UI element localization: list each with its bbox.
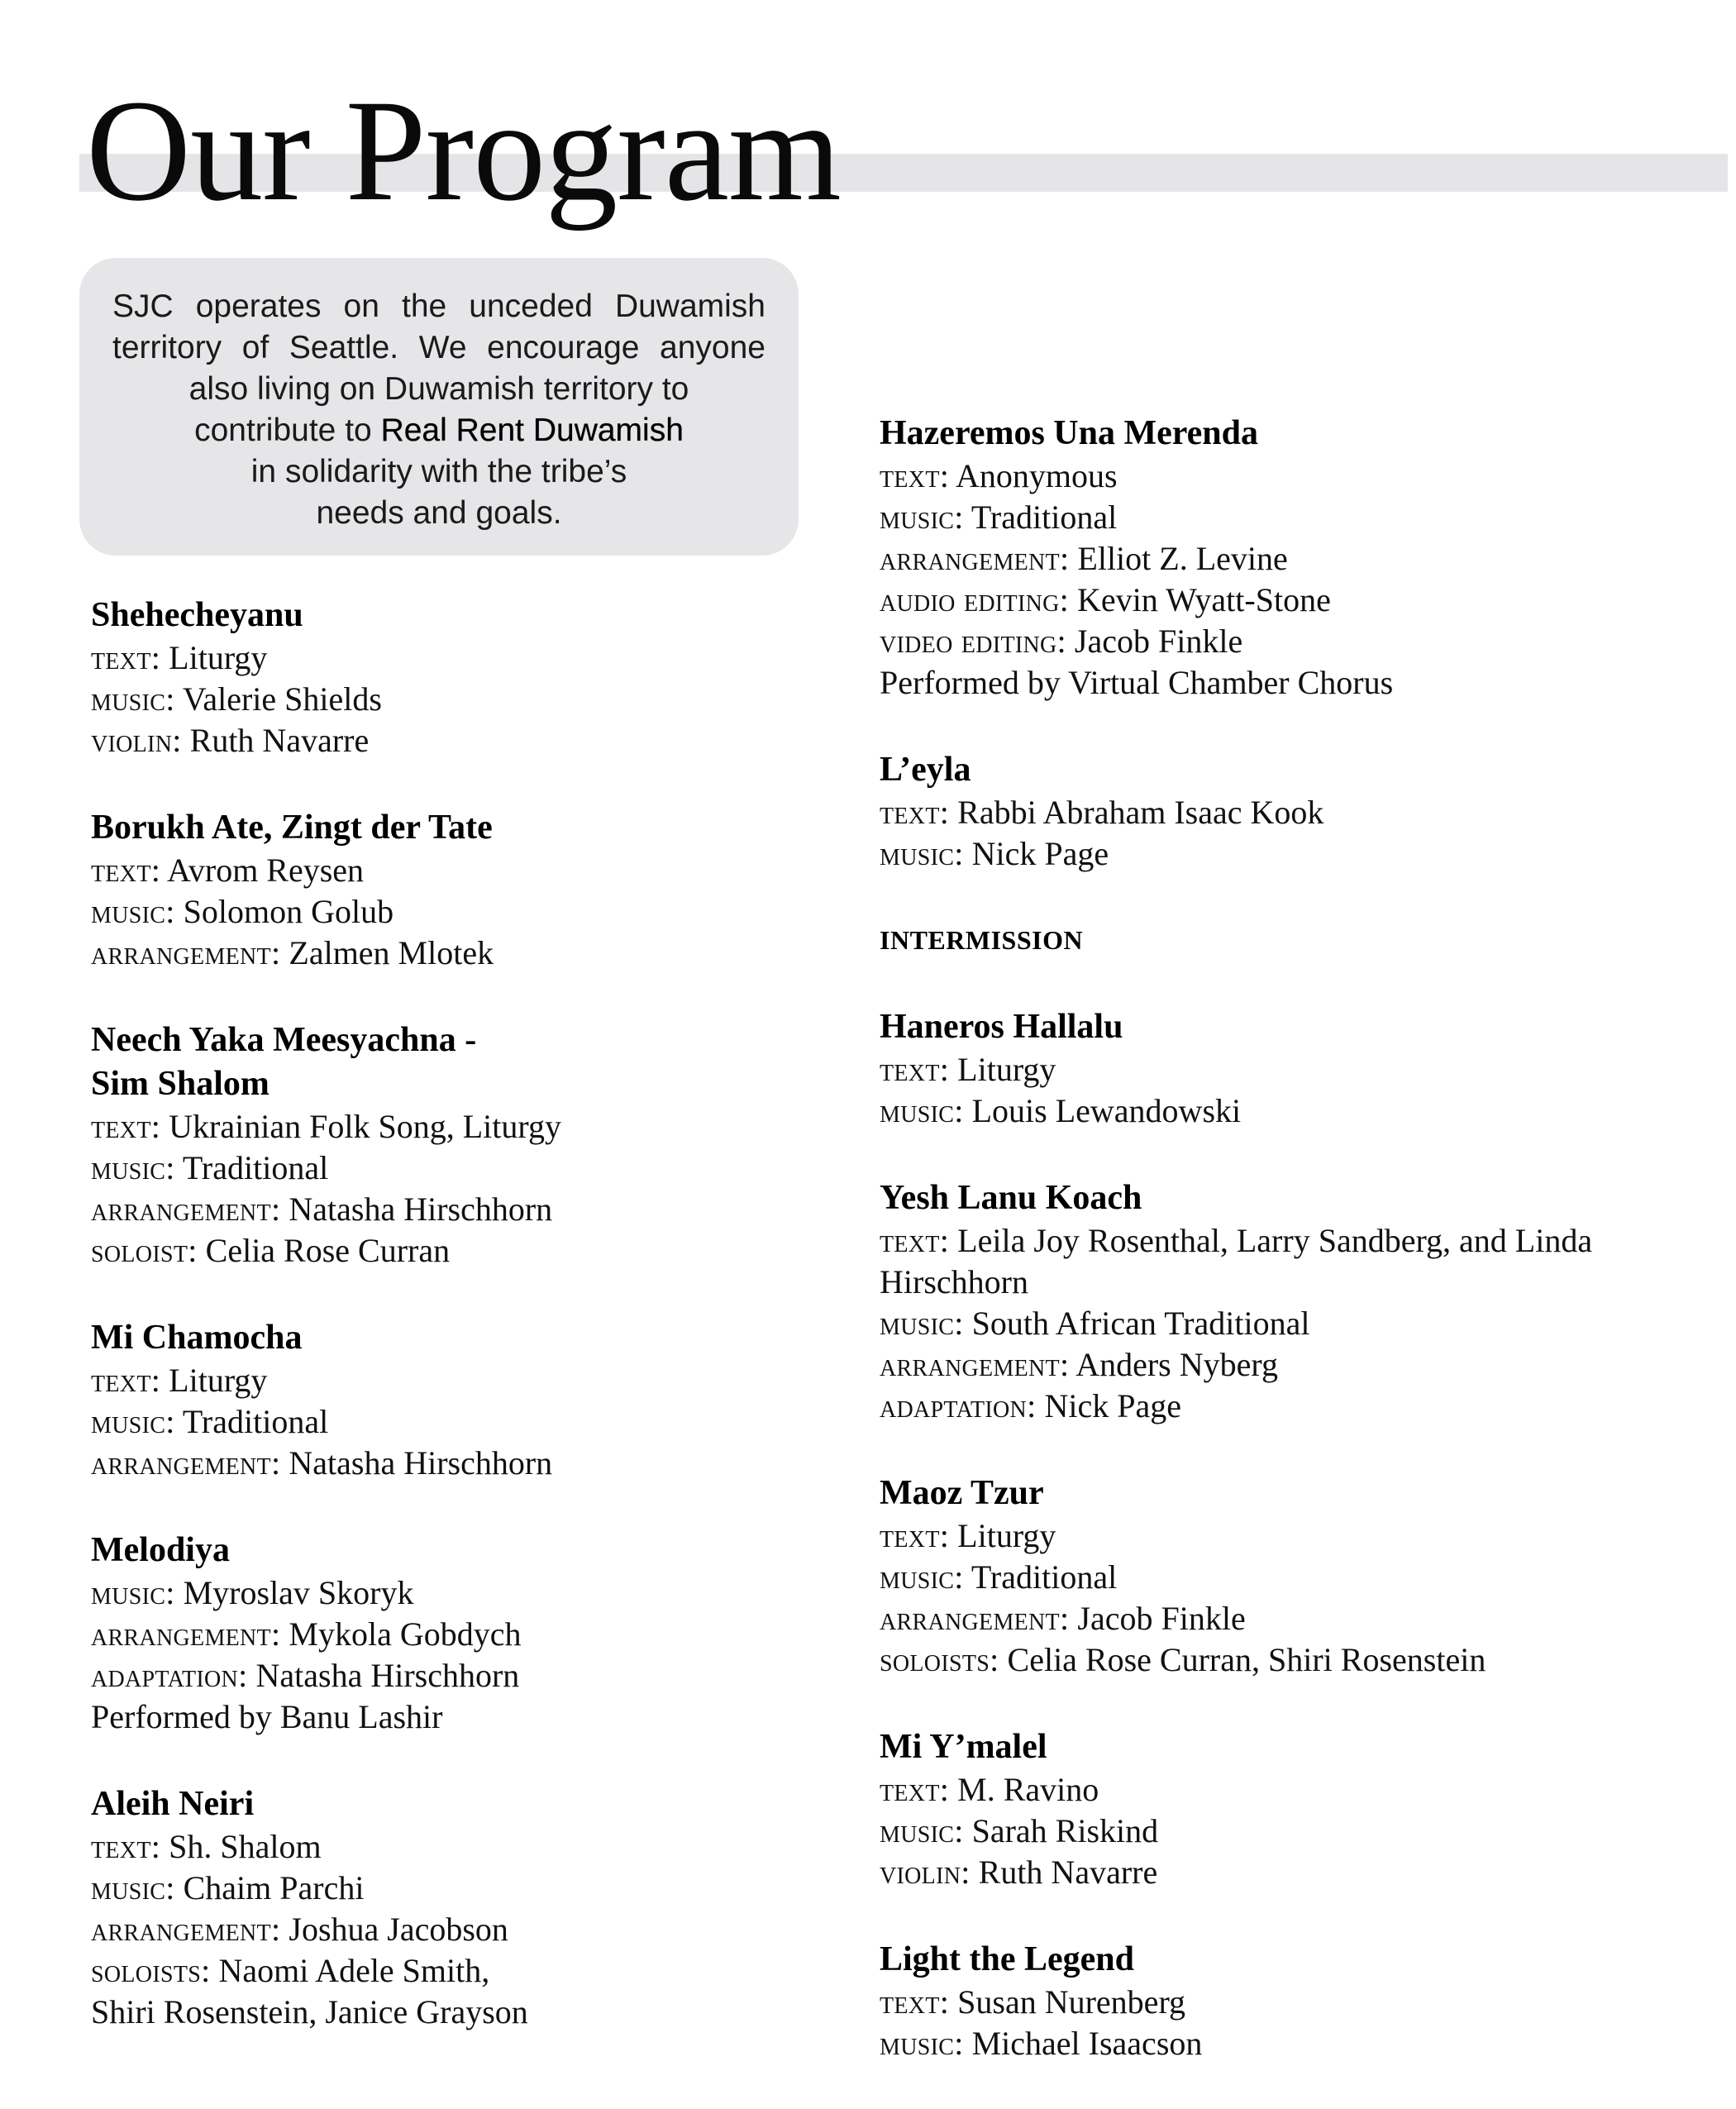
program-piece (91, 806, 670, 974)
credit-line (91, 1614, 670, 1655)
program-piece (91, 1782, 670, 2033)
credit-line (880, 538, 1715, 580)
credit-role: music: (91, 1574, 175, 1611)
credit-role: music: (91, 680, 175, 718)
program-piece (880, 412, 1715, 704)
land-ack-line: in solidarity with the tribe’s (250, 454, 627, 489)
piece-title: Yesh Lanu Koach (880, 1179, 1142, 1217)
program-column-left (91, 594, 670, 2078)
credit-line (91, 1909, 670, 1950)
credit-role: text: (91, 852, 161, 889)
credit-name: Traditional (182, 1403, 329, 1440)
credit-line (880, 1515, 1715, 1557)
credit-role: music: (880, 1092, 964, 1129)
credit-role: music: (880, 2025, 964, 2062)
credit-line (880, 1811, 1715, 1852)
credit-line (880, 1303, 1715, 1344)
credit-role: text: (880, 1222, 950, 1259)
credit-role: music: (91, 1149, 175, 1186)
credit-line (91, 1826, 670, 1868)
credit-line (880, 792, 1715, 833)
credit-role: music: (91, 1403, 175, 1440)
piece-title: Aleih Neiri (91, 1785, 255, 1823)
credit-name: Natasha Hirschhorn (255, 1657, 520, 1694)
credit-line (880, 456, 1715, 497)
piece-title: Borukh Ate, Zingt der Tate (91, 809, 493, 847)
credit-role: arrangement: (880, 1346, 1070, 1383)
land-acknowledgement (79, 258, 799, 556)
credit-line (880, 1769, 1715, 1811)
credit-role: arrangement: (91, 1444, 281, 1482)
program-piece (880, 1725, 1715, 1893)
credit-line (91, 933, 670, 974)
program-piece (880, 1005, 1715, 1132)
program-piece (880, 1472, 1715, 1681)
piece-title: Neech Yaka Meesyachna - (91, 1021, 477, 1059)
credit-line (880, 1982, 1715, 2023)
credit-line (91, 850, 670, 891)
land-ack-line: SJC operates on the unceded Duwamish (112, 289, 765, 324)
credit-name: Liturgy (957, 1051, 1056, 1088)
credit-line (91, 891, 670, 933)
credit-name: Traditional (182, 1149, 329, 1186)
credit-name: Jacob Finkle (1074, 623, 1243, 660)
credit-role: text: (880, 457, 950, 494)
program-piece (91, 1529, 670, 1738)
program-piece (91, 1316, 670, 1484)
credit-name: Michael Isaacson (971, 2025, 1203, 2062)
credit-name: Nick Page (1044, 1387, 1182, 1424)
credit-role: text: (880, 1051, 950, 1088)
credit-role: arrangement: (91, 1911, 281, 1948)
credit-role: arrangement: (91, 1190, 281, 1228)
credit-name: Myroslav Skoryk (183, 1574, 414, 1611)
credit-name: Joshua Jacobson (289, 1911, 508, 1948)
credit-name: Anonymous (955, 457, 1118, 494)
credit-name: Liturgy (957, 1517, 1056, 1554)
credit-name: Traditional (971, 1558, 1118, 1596)
credit-name: Sarah Riskind (971, 1812, 1159, 1849)
credit-role: soloist: (91, 1232, 198, 1269)
credit-name: Nick Page (971, 835, 1109, 872)
credit-name: Rabbi Abraham Isaac Kook (957, 794, 1324, 831)
credit-role: music: (91, 893, 175, 930)
credit-role: music: (880, 1558, 964, 1596)
program-piece (880, 1938, 1715, 2064)
credit-role: arrangement: (880, 540, 1070, 577)
page-title: Our Program (86, 70, 841, 231)
credit-role: text: (880, 1517, 950, 1554)
credit-line (880, 1557, 1715, 1598)
credit-name: Natasha Hirschhorn (289, 1444, 553, 1482)
credit-name: Leila Joy Rosenthal, Larry Sandberg, and Linda Hirschhorn (880, 1222, 1593, 1300)
credit-name: Elliot Z. Levine (1077, 540, 1288, 577)
program-piece (91, 1019, 670, 1272)
credit-line (91, 1360, 670, 1401)
land-ack-text: contribute to (194, 413, 372, 448)
credit-line (880, 1639, 1715, 1681)
credit-role: music: (880, 1812, 964, 1849)
credit-role: adaptation: (880, 1387, 1037, 1424)
credit-line (91, 1655, 670, 1696)
credit-role: arrangement: (880, 1600, 1070, 1637)
credit-line (91, 1148, 670, 1189)
land-ack-line (112, 410, 765, 451)
credit-role: text: (91, 1828, 161, 1865)
piece-title: Haneros Hallalu (880, 1008, 1123, 1046)
performer-note: Performed by Banu Lashir (91, 1698, 443, 1735)
credit-name: Kevin Wyatt-Stone (1077, 581, 1331, 618)
credit-role: text: (91, 1108, 161, 1145)
credit-name: Zalmen Mlotek (289, 934, 494, 971)
piece-title: Sim Shalom (91, 1065, 269, 1103)
credit-name: Mykola Gobdych (289, 1615, 522, 1653)
credit-name: Jacob Finkle (1077, 1600, 1246, 1637)
credit-name: Liturgy (169, 1362, 268, 1399)
credit-line (91, 1868, 670, 1909)
credit-name: Traditional (971, 499, 1118, 536)
program-column-right (880, 412, 1715, 2109)
land-ack-line: also living on Duwamish territory to (188, 371, 689, 407)
credit-line (880, 833, 1715, 875)
credit-name: Sh. Shalom (169, 1828, 322, 1865)
credit-name: Ukrainian Folk Song, Liturgy (169, 1108, 561, 1145)
credit-name: Susan Nurenberg (957, 1983, 1186, 2021)
credit-line (880, 1852, 1715, 1893)
credit-name: Anders Nyberg (1075, 1346, 1278, 1383)
piece-title: Maoz Tzur (880, 1474, 1044, 1512)
credit-role: text: (880, 1771, 950, 1808)
performer-note: Shiri Rosenstein, Janice Grayson (91, 1993, 528, 2030)
credit-role: music: (880, 1305, 964, 1342)
credit-name: Valerie Shields (182, 680, 382, 718)
intermission-label: INTERMISSION (880, 925, 1084, 955)
land-ack-line: territory of Seattle. We encourage anyone (112, 330, 765, 365)
credit-name: Celia Rose Curran, Shiri Rosenstein (1007, 1641, 1486, 1678)
credit-line (880, 1598, 1715, 1639)
piece-title: Mi Y’malel (880, 1728, 1047, 1766)
credit-name: Liturgy (169, 639, 268, 676)
credit-line (91, 1950, 670, 1992)
credit-role: violin: (91, 722, 182, 759)
credit-role: arrangement: (91, 1615, 281, 1653)
program-piece (880, 748, 1715, 875)
land-ack-line: needs and goals. (316, 495, 562, 531)
credit-role: violin: (880, 1854, 971, 1891)
credit-line (91, 720, 670, 761)
credit-line (91, 1230, 670, 1272)
credit-role: text: (91, 1362, 161, 1399)
credit-line (880, 497, 1715, 538)
credit-name: Celia Rose Curran (205, 1232, 451, 1269)
credit-line (91, 1443, 670, 1484)
credit-line (880, 580, 1715, 621)
piece-title: Shehecheyanu (91, 596, 303, 634)
credit-line (880, 1386, 1715, 1427)
piece-title: Melodiya (91, 1531, 230, 1569)
credit-role: video editing: (880, 623, 1066, 660)
real-rent-duwamish-link[interactable]: Real Rent Duwamish (380, 413, 684, 448)
credit-name: Avrom Reysen (166, 852, 365, 889)
credit-line (880, 1344, 1715, 1386)
credit-name: Louis Lewandowski (971, 1092, 1242, 1129)
credit-role: music: (880, 835, 964, 872)
credit-role: audio editing: (880, 581, 1070, 618)
credit-line (91, 1106, 670, 1148)
program-piece (880, 1176, 1715, 1427)
credit-line (880, 621, 1715, 662)
credit-name: M. Ravino (957, 1771, 1099, 1808)
credit-name: Natasha Hirschhorn (289, 1190, 553, 1228)
credit-line (880, 1049, 1715, 1090)
credit-line (91, 679, 670, 720)
credit-line (91, 637, 670, 679)
credit-name: Solomon Golub (183, 893, 394, 930)
credit-role: arrangement: (91, 934, 281, 971)
credit-name: Chaim Parchi (183, 1869, 365, 1906)
credit-role: text: (880, 794, 950, 831)
credit-name: Ruth Navarre (978, 1854, 1158, 1891)
credit-role: soloists: (91, 1952, 211, 1989)
piece-title: Hazeremos Una Merenda (880, 414, 1259, 452)
credit-role: text: (91, 639, 161, 676)
program-piece (91, 594, 670, 761)
credit-role: adaptation: (91, 1657, 248, 1694)
credit-role: soloists: (880, 1641, 999, 1678)
credit-line (91, 1189, 670, 1230)
credit-role: music: (880, 499, 964, 536)
credit-name: South African Traditional (971, 1305, 1310, 1342)
piece-title: Mi Chamocha (91, 1319, 303, 1357)
credit-line (880, 2023, 1715, 2064)
credit-name: Naomi Adele Smith, (218, 1952, 490, 1989)
credit-line (880, 1220, 1715, 1303)
credit-role: text: (880, 1983, 950, 2021)
performer-note: Performed by Virtual Chamber Chorus (880, 664, 1394, 701)
piece-title: L’eyla (880, 751, 971, 789)
credit-line (880, 1090, 1715, 1132)
credit-line (91, 1572, 670, 1614)
credit-line (91, 1401, 670, 1443)
credit-role: music: (91, 1869, 175, 1906)
credit-name: Ruth Navarre (189, 722, 370, 759)
piece-title: Light the Legend (880, 1940, 1135, 1978)
